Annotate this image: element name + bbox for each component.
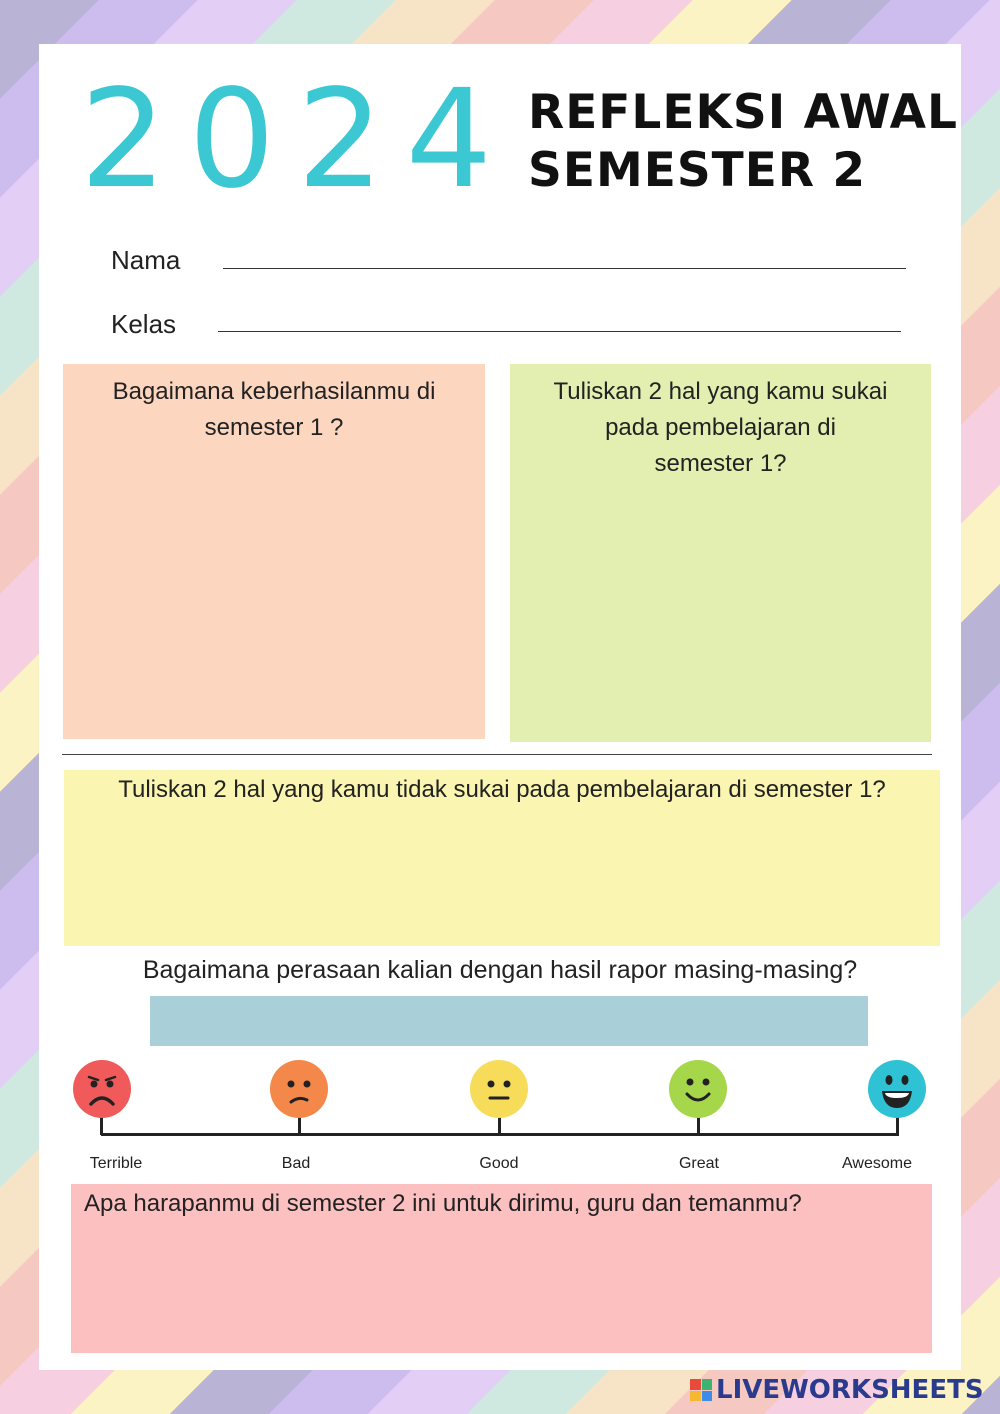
title-line-2: SEMESTER 2 (528, 143, 867, 198)
scale-label-awesome: Awesome (842, 1155, 912, 1172)
liveworksheets-logo (690, 1372, 984, 1408)
terrible-face-icon[interactable] (73, 1060, 131, 1118)
year-heading: 2024 (80, 61, 515, 219)
worksheet-title (528, 84, 958, 200)
good-face-icon[interactable] (470, 1060, 528, 1118)
great-face-icon[interactable] (669, 1060, 727, 1118)
likes-question-box[interactable] (510, 364, 931, 742)
name-field-line[interactable] (223, 268, 906, 269)
feelings-answer-field[interactable] (150, 996, 868, 1046)
box4-text: Apa harapanmu di semester 2 ini untuk dirimu, guru dan temanmu? (84, 1190, 802, 1217)
scale-label-bad: Bad (281, 1155, 311, 1172)
scale-tick (498, 1117, 501, 1135)
liveworksheets-logo-icon (690, 1379, 712, 1401)
hopes-question-box[interactable] (71, 1184, 932, 1353)
class-label: Kelas (111, 309, 177, 339)
box3-text: Tuliskan 2 hal yang kamu tidak sukai pada pembelajaran di semester 1? (118, 776, 886, 803)
box2-line3: semester 1? (654, 450, 787, 477)
liveworksheets-brand: LIVEWORKSHEETS (716, 1375, 984, 1405)
dislikes-question-box[interactable] (64, 770, 940, 946)
box2-line1: Tuliskan 2 hal yang kamu sukai (553, 378, 888, 405)
name-label: Nama (111, 245, 181, 275)
bad-face-icon[interactable] (270, 1060, 328, 1118)
scale-label-great: Great (678, 1155, 719, 1172)
box1-line2: semester 1 ? (204, 414, 344, 441)
success-question-box[interactable] (63, 364, 485, 739)
scale-tick (100, 1117, 103, 1135)
scale-label-good: Good (479, 1155, 519, 1172)
scale-tick (697, 1117, 700, 1135)
awesome-face-icon[interactable] (868, 1060, 926, 1118)
box1-line1: Bagaimana keberhasilanmu di (112, 378, 436, 405)
section-divider (62, 754, 932, 755)
scale-tick (298, 1117, 301, 1135)
scale-label-terrible: Terrible (89, 1155, 143, 1172)
title-line-1: REFLEKSI AWAL (528, 85, 958, 140)
box2-line2: pada pembelajaran di (605, 414, 836, 441)
class-field-line[interactable] (218, 331, 901, 332)
scale-tick (896, 1117, 899, 1135)
feelings-question: Bagaimana perasaan kalian dengan hasil rapor masing-masing? (142, 956, 858, 984)
